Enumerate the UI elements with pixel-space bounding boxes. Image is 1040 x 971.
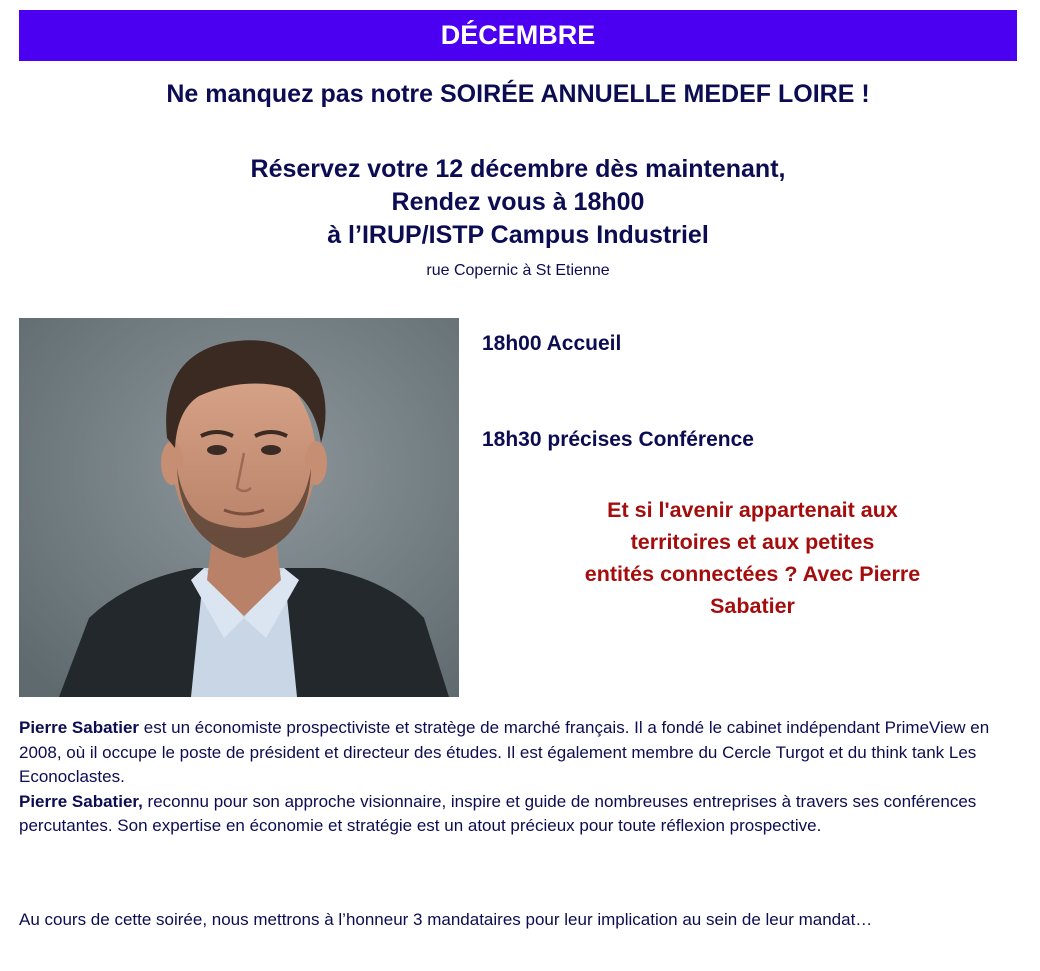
venue-address: rue Copernic à St Etienne xyxy=(426,262,610,279)
talk-title-line: Et si l'avenir appartenait aux xyxy=(607,498,898,522)
month-banner: DÉCEMBRE xyxy=(19,10,1017,61)
speaker-photo xyxy=(19,318,459,697)
speaker-bio xyxy=(19,716,1019,839)
program-welcome: 18h00 Accueil xyxy=(482,332,622,355)
conference-title xyxy=(500,494,1005,622)
event-headline: Ne manquez pas notre SOIRÉE ANNUELLE MEDEF LOIRE ! xyxy=(166,80,870,108)
reserve-date: Réservez votre 12 décembre dès maintenant, xyxy=(250,155,786,183)
speaker-name: Pierre Sabatier, xyxy=(19,791,143,811)
reservation-block xyxy=(19,153,1017,252)
talk-title-line: territoires et aux petites xyxy=(630,530,875,554)
talk-title-line: Sabatier xyxy=(710,594,795,618)
closing-text: Au cours de cette soirée, nous mettrons à l’honneur 3 mandataires pour leur implication au sein de leur mandat… xyxy=(19,910,873,929)
reserve-venue: à l’IRUP/ISTP Campus Industriel xyxy=(327,221,709,249)
speaker-name: Pierre Sabatier xyxy=(19,718,140,737)
bio-paragraph-2 xyxy=(19,790,1019,839)
talk-title-line: entités connectées ? Avec Pierre xyxy=(584,562,921,586)
reserve-time: Rendez vous à 18h00 xyxy=(391,188,645,216)
bio-text: reconnu pour son approche visionnaire, inspire et guide de nombreuses entreprises à travers ses conférences percutantes. Son expertise en économie et stratégie est un atout précieux pour toute réflexion prospective. xyxy=(19,791,977,835)
program-conference: 18h30 précises Conférence xyxy=(482,428,754,451)
bio-text: est un économiste prospectiviste et stratège de marché français. Il a fondé le cabinet indépendant PrimeView en 2008, où il occupe le poste de président et directeur des études. Il est également membre du Cercle Turgot et du think tank Les Econoclastes. xyxy=(19,718,990,786)
bio-paragraph-1 xyxy=(19,716,1019,790)
closing-paragraph xyxy=(19,908,1019,933)
